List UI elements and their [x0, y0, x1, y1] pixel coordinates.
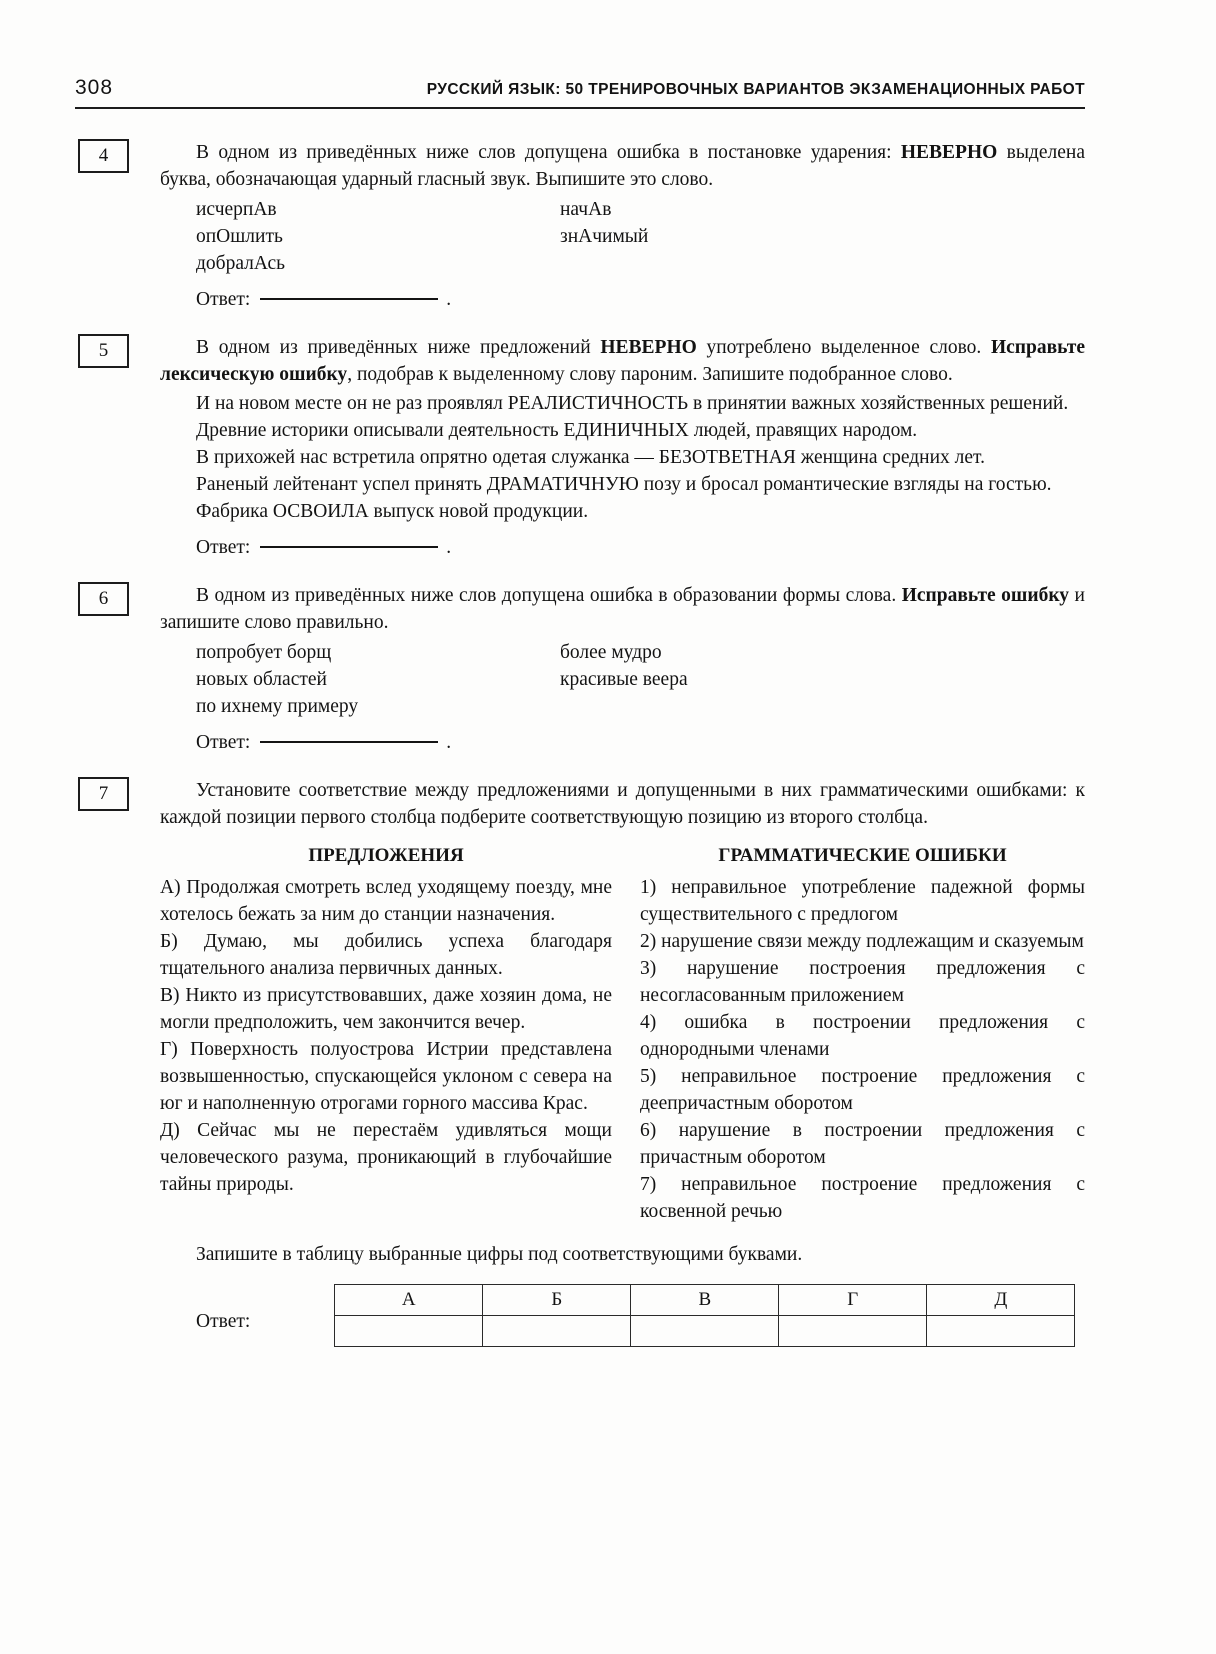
word-row: [160, 666, 1085, 693]
task-4-intro-text: В одном из приведённых ниже слов допущена ошибка в постановке ударения:: [196, 142, 901, 163]
answer-table-header-cell: Б: [483, 1285, 631, 1316]
task-4-word-list: [160, 196, 1085, 277]
word-row: [160, 639, 1085, 666]
word-row: [160, 250, 1085, 277]
sentence-item: А) Продолжая смотреть вслед уходящему поезду, мне хотелось бежать за ним до станции назначения.: [160, 877, 612, 925]
task-5-sentence: И на новом месте он не раз проявлял РЕАЛИСТИЧНОСТЬ в принятии важных хозяйственных решений.: [196, 393, 1069, 414]
word-item: добралАсь: [196, 253, 286, 274]
task-5-sentence: Раненый лейтенант успел принять ДРАМАТИЧНУЮ позу и бросал романтические взгляды на гостью.: [196, 474, 1052, 495]
sentences-column-header: ПРЕДЛОЖЕНИЯ: [308, 845, 464, 866]
task-5: [75, 334, 1085, 561]
task-6-intro-text: В одном из приведённых ниже слов допущена ошибка в образовании формы слова.: [196, 585, 902, 606]
answer-label: Ответ:: [196, 537, 251, 558]
answer-table-value-cell: [779, 1316, 927, 1347]
word-item: новых областей: [196, 669, 327, 690]
task-5-number-box: [78, 334, 129, 368]
errors-column-header: ГРАММАТИЧЕСКИЕ ОШИБКИ: [718, 845, 1007, 866]
answer-blank: [260, 298, 438, 300]
error-item: 1) неправильное употребление падежной формы существительного с предлогом: [640, 877, 1085, 925]
answer-table-header-cell: В: [631, 1285, 779, 1316]
task-6-number: 6: [98, 588, 109, 609]
task-6-number-box: [78, 582, 129, 616]
sentence-item: В) Никто из присутствовавших, даже хозяин дома, не могли предположить, чем закончится вечер.: [160, 985, 612, 1033]
task-6-intro-text: и запишите слово правильно.: [160, 585, 1085, 633]
answer-table: [334, 1284, 1075, 1347]
task-7-number: 7: [98, 783, 109, 804]
answer-table-value-cell: [483, 1316, 631, 1347]
error-item: 7) неправильное построение предложения с косвенной речью: [640, 1174, 1085, 1222]
word-item: красивые веера: [560, 669, 688, 690]
word-item: опОшлить: [196, 226, 283, 247]
task-6-intro-bold: Исправьте ошибку: [901, 585, 1070, 606]
task-4-number-box: [78, 139, 129, 173]
answer-table-header-row: [335, 1285, 1075, 1316]
task-6-answer-line: [160, 729, 1085, 756]
error-item: 3) нарушение построения предложения с несогласованным приложением: [640, 958, 1085, 1006]
task-4: [75, 139, 1085, 313]
task-4-intro-bold: НЕВЕРНО: [900, 142, 998, 163]
task-5-intro-text: употреблено выделенное слово.: [696, 337, 991, 358]
task-5-intro: [160, 334, 1085, 388]
task-6: [75, 582, 1085, 756]
word-item: исчерпАв: [196, 199, 277, 220]
word-item: по ихнему примеру: [196, 696, 359, 717]
task-5-answer-line: [160, 534, 1085, 561]
task-7-answer-area: [160, 1284, 1085, 1347]
task-4-answer-line: [160, 286, 1085, 313]
sentence-item: Д) Сейчас мы не перестаём удивляться мощи человеческого разума, проникающий в глубочайшие тайны природы.: [160, 1120, 612, 1195]
task-4-intro: [160, 139, 1085, 193]
answer-table-value-row: [335, 1316, 1075, 1347]
task-5-intro-text: , подобрав к выделенному слову пароним. Запишите подобранное слово.: [347, 364, 953, 385]
word-item: начАв: [560, 199, 612, 220]
answer-table-value-cell: [631, 1316, 779, 1347]
answer-table-header-cell: А: [335, 1285, 483, 1316]
task-5-sentence: В прихожей нас встретила опрятно одетая служанка — БЕЗОТВЕТНАЯ женщина средних лет.: [196, 447, 985, 468]
page-header: [75, 76, 1085, 100]
error-item: 4) ошибка в построении предложения с однородными членами: [640, 1012, 1085, 1060]
error-item: 6) нарушение в построении предложения с причастным оборотом: [640, 1120, 1085, 1168]
word-item: попробует борщ: [196, 642, 332, 663]
answer-period: .: [446, 289, 452, 310]
word-row: [160, 693, 1085, 720]
task-5-number: 5: [98, 340, 109, 361]
answer-table-value-cell: [927, 1316, 1075, 1347]
header-rule: [75, 107, 1085, 109]
answer-period: .: [446, 732, 452, 753]
error-item: 5) неправильное построение предложения с деепричастным оборотом: [640, 1066, 1085, 1114]
task-5-intro-bold: НЕВЕРНО: [600, 337, 697, 358]
page-header-title: РУССКИЙ ЯЗЫК: 50 ТРЕНИРОВОЧНЫХ ВАРИАНТОВ ЭКЗАМЕНАЦИОННЫХ РАБОТ: [426, 81, 1085, 98]
task-5-sentence: Фабрика ОСВОИЛА выпуск новой продукции.: [196, 501, 589, 522]
task-7-footer: Запишите в таблицу выбранные цифры под соответствующими буквами.: [196, 1244, 803, 1265]
word-item: знАчимый: [560, 226, 649, 247]
error-item: 2) нарушение связи между подлежащим и сказуемым: [640, 931, 1084, 952]
answer-blank: [260, 546, 438, 548]
task-6-word-list: [160, 639, 1085, 720]
answer-blank: [260, 741, 438, 743]
answer-table-header-cell: Д: [927, 1285, 1075, 1316]
answer-table-header-cell: Г: [779, 1285, 927, 1316]
answer-label: Ответ:: [196, 1311, 251, 1332]
word-row: [160, 196, 1085, 223]
word-item: более мудро: [560, 642, 662, 663]
task-5-intro-text: В одном из приведённых ниже предложений: [196, 337, 601, 358]
answer-label: Ответ:: [196, 289, 251, 310]
answer-period: .: [446, 537, 452, 558]
sentences-column: [160, 839, 612, 1225]
sentence-item: Г) Поверхность полуострова Истрии представлена возвышенностью, спускающейся уклоном с севера на юг и наполненную отрогами горного массива Крас.: [160, 1039, 612, 1114]
word-row: [160, 223, 1085, 250]
answer-label: Ответ:: [196, 732, 251, 753]
task-4-intro-text: выделена буква, обозначающая ударный гласный звук. Выпишите это слово.: [160, 142, 1085, 190]
errors-column: [640, 839, 1085, 1225]
task-7-number-box: [78, 777, 129, 811]
sentence-item: Б) Думаю, мы добились успеха благодаря тщательного анализа первичных данных.: [160, 931, 612, 979]
task-7-intro: Установите соответствие между предложениями и допущенными в них грамматическими ошибками: к каждой позиции первого столбца подберите соответствующую позицию из второго столбца.: [160, 780, 1085, 828]
task-4-number: 4: [98, 145, 109, 166]
task-7: [75, 777, 1085, 1347]
answer-table-value-cell: [335, 1316, 483, 1347]
task-5-sentence: Древние историки описывали деятельность ЕДИНИЧНЫХ людей, правящих народом.: [196, 420, 918, 441]
task-5-intro-bold: Исправьте лексическую ошибку: [160, 337, 1085, 385]
task-6-intro: [160, 582, 1085, 636]
task-7-columns: [160, 839, 1085, 1225]
page-number: 308: [75, 76, 114, 99]
